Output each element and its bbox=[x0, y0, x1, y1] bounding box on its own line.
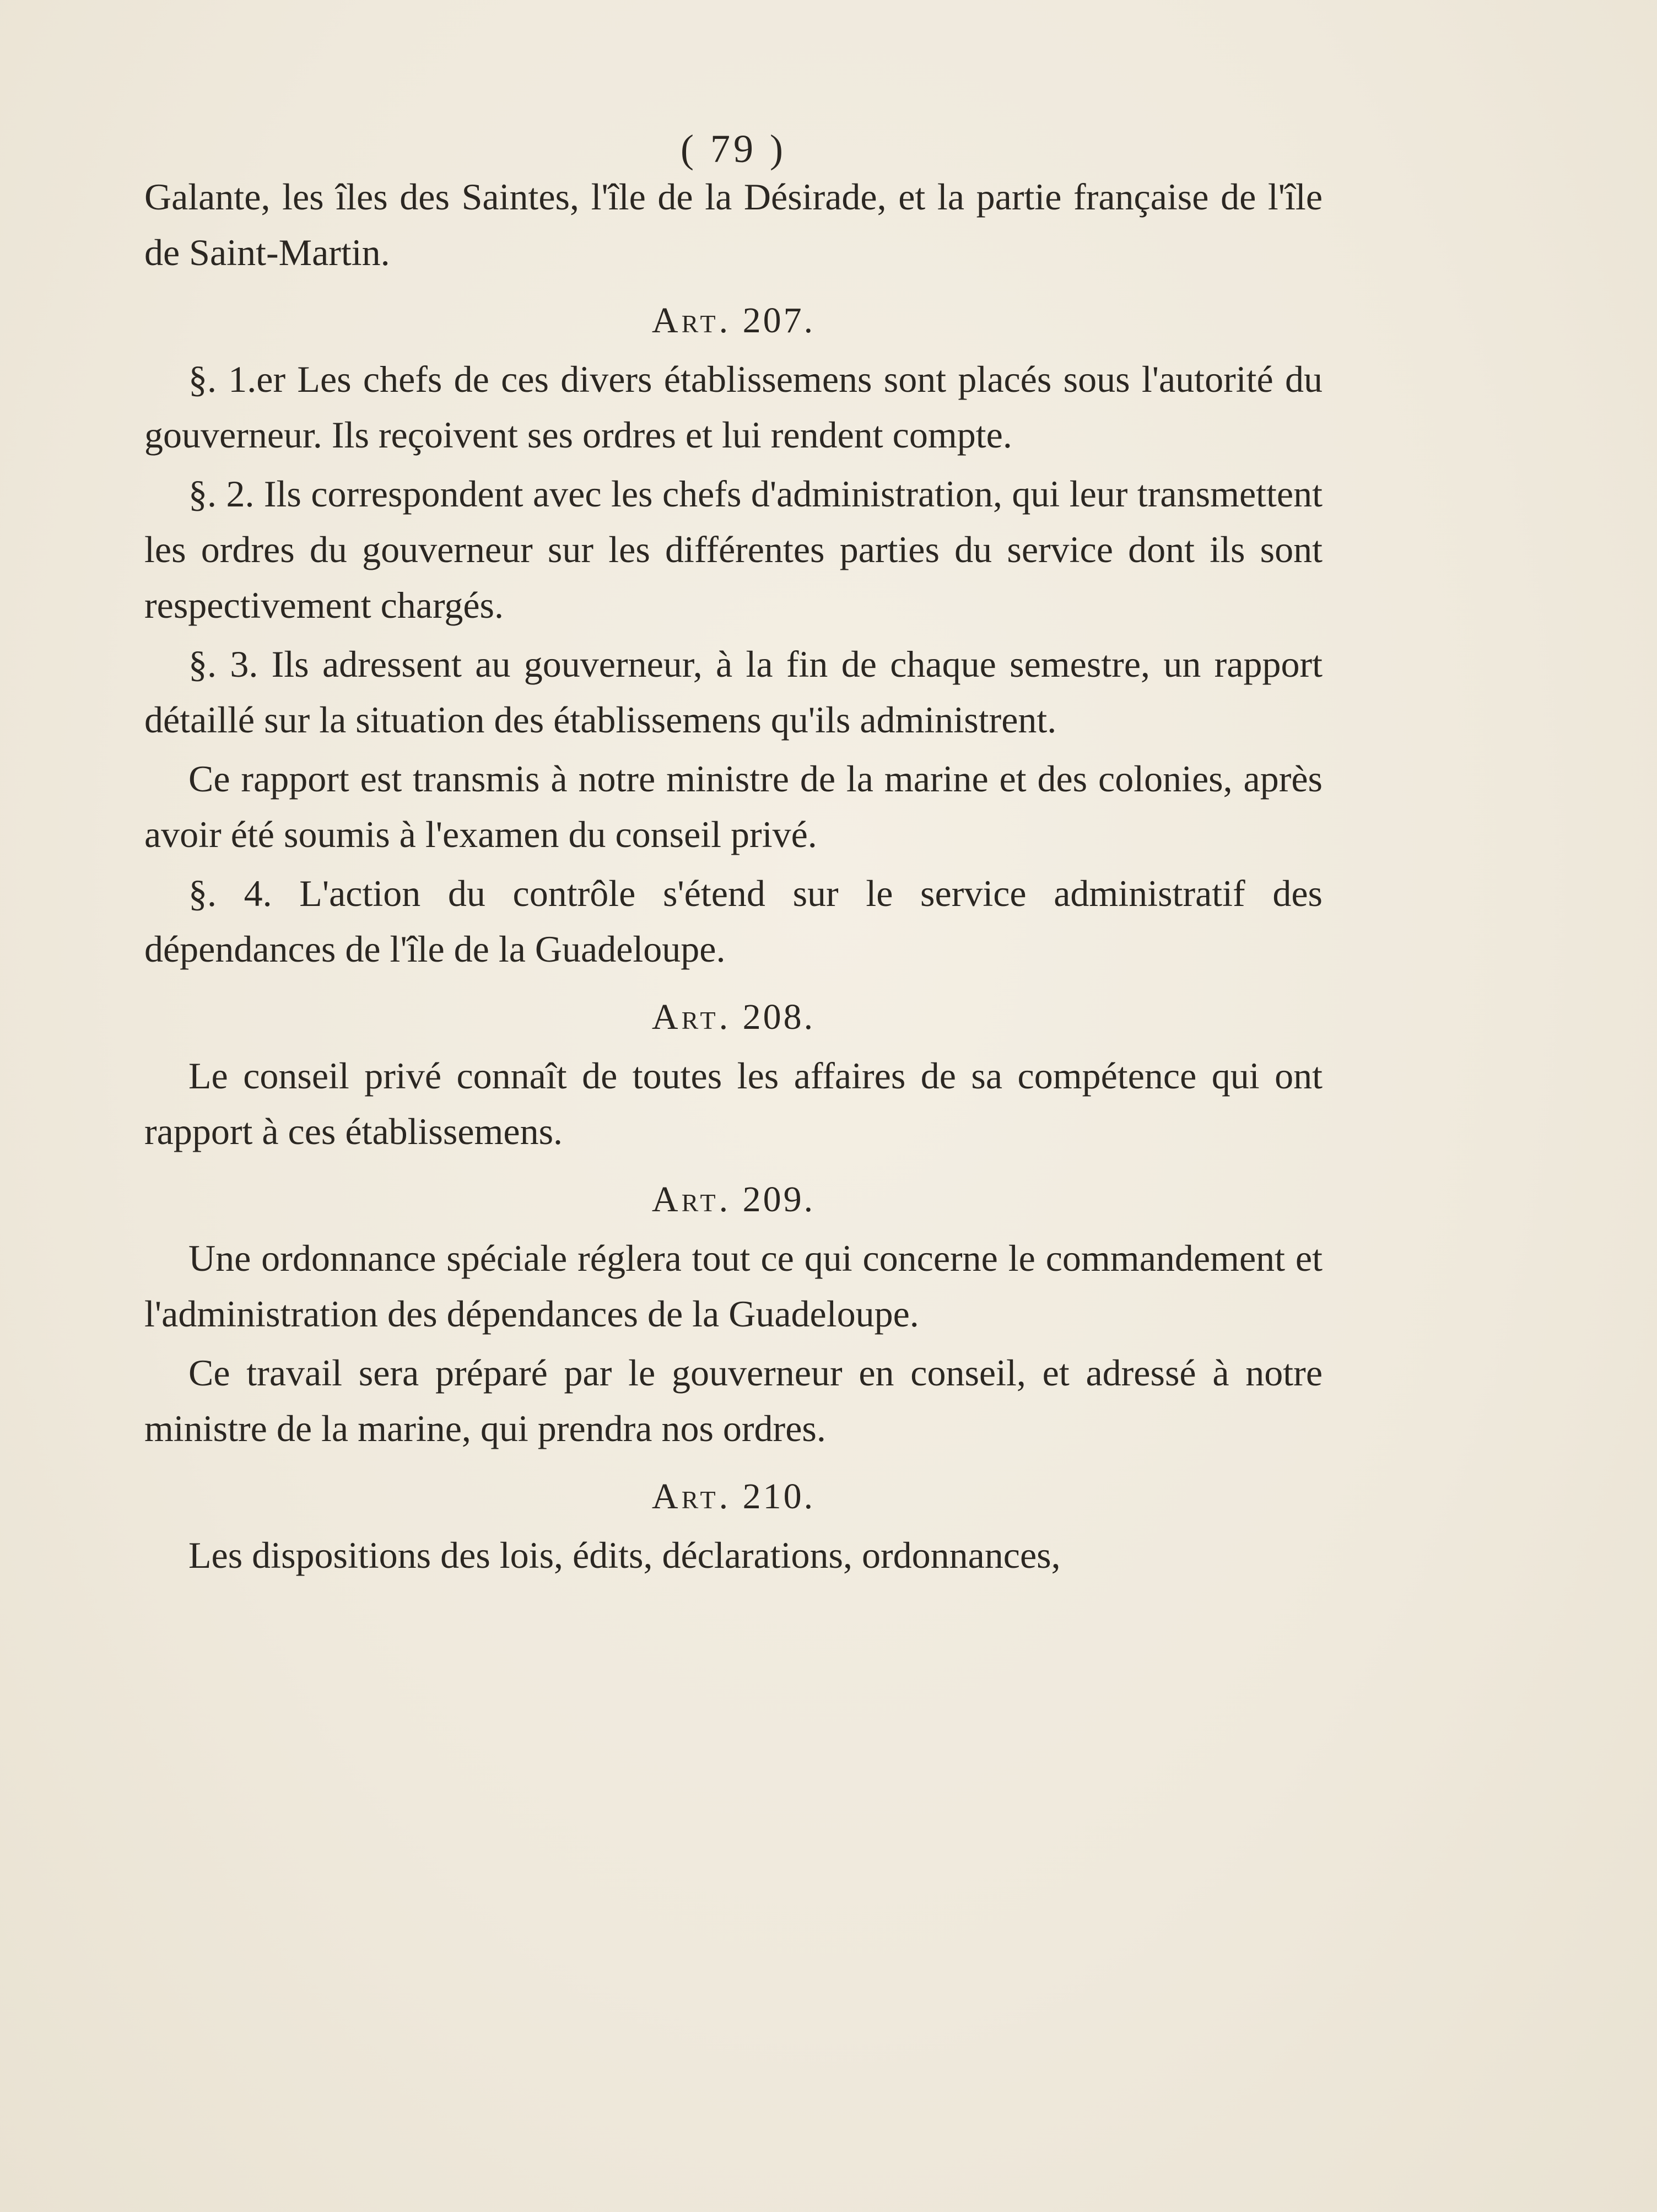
paragraph-210: Les dispositions des lois, édits, déclarations, ordonnances, bbox=[188, 1534, 1061, 1576]
paragraph-continuation: Galante, les îles des Saintes, l'île de la Désirade, et la partie française de l'île de Saint-Martin. bbox=[144, 176, 1323, 273]
article-heading-210 bbox=[144, 1469, 1323, 1524]
paragraph-209-2: Ce travail sera préparé par le gouverneur en conseil, et adressé à notre ministre de la marine, qui prendra nos ordres. bbox=[144, 1352, 1323, 1449]
article-heading-207 bbox=[144, 293, 1323, 348]
article-prefix: Art. bbox=[651, 1179, 732, 1220]
article-number: 207. bbox=[742, 300, 816, 341]
article-heading-209 bbox=[144, 1172, 1323, 1227]
paragraph-209-1: Une ordonnance spéciale réglera tout ce qui concerne le commandement et l'administration des dépendances de la Guadeloupe. bbox=[144, 1237, 1323, 1335]
paragraph-208: Le conseil privé connaît de toutes les affaires de sa compétence qui ont rapport à ces établissemens. bbox=[144, 1055, 1323, 1152]
paragraph-207-rapport: Ce rapport est transmis à notre ministre de la marine et des colonies, après avoir été soumis à l'examen du conseil privé. bbox=[144, 758, 1323, 855]
article-number: 208. bbox=[742, 997, 816, 1037]
paragraph-207-2: §. 2. Ils correspondent avec les chefs d'administration, qui leur transmettent les ordres du gouverneur sur les différentes parties du service dont ils sont respectivement chargés. bbox=[144, 473, 1323, 626]
page-text-column bbox=[144, 121, 1323, 1583]
paragraph-207-4: §. 4. L'action du contrôle s'étend sur le service administratif des dépendances de l'île de la Guadeloupe. bbox=[144, 872, 1323, 970]
article-number: 210. bbox=[742, 1476, 816, 1517]
article-prefix: Art. bbox=[651, 1476, 732, 1517]
article-number: 209. bbox=[742, 1179, 816, 1220]
paragraph-207-3: §. 3. Ils adressent au gouverneur, à la fin de chaque semestre, un rapport détaillé sur la situation des établissemens qu'ils administrent. bbox=[144, 643, 1323, 741]
article-heading-208 bbox=[144, 989, 1323, 1045]
paragraph-207-1: §. 1.er Les chefs de ces divers établissemens sont placés sous l'autorité du gouverneur. Ils reçoivent ses ordres et lui rendent compte. bbox=[144, 358, 1323, 456]
article-prefix: Art. bbox=[651, 300, 732, 341]
article-prefix: Art. bbox=[651, 997, 732, 1037]
page-number: ( 79 ) bbox=[681, 127, 786, 171]
